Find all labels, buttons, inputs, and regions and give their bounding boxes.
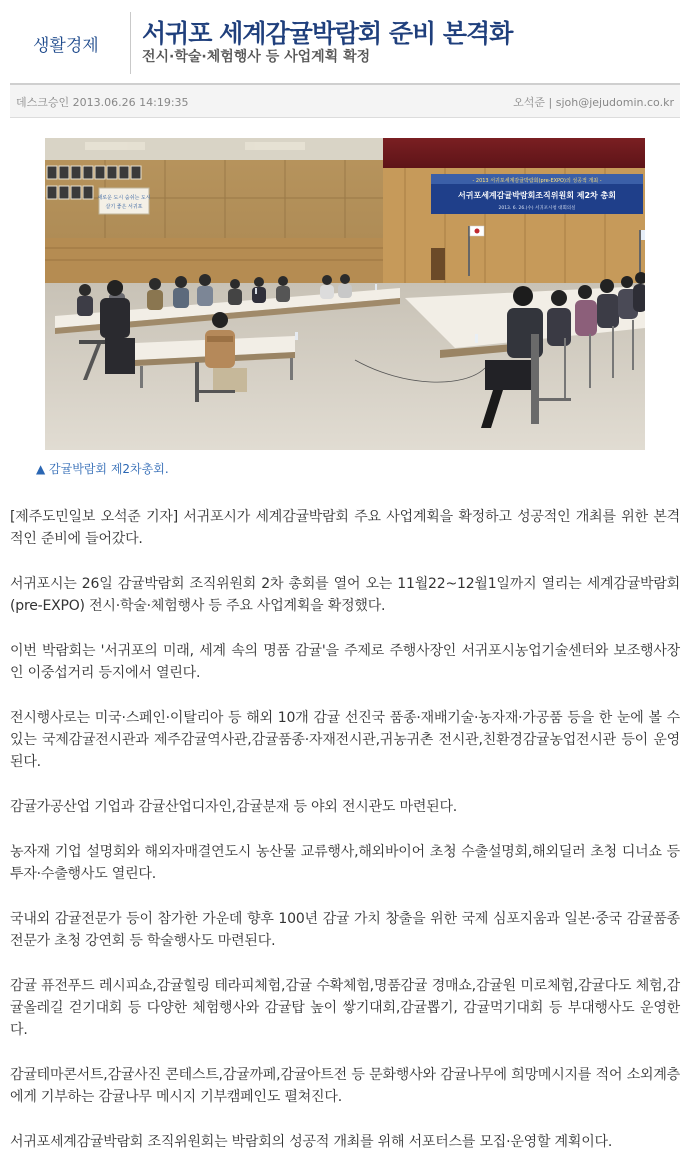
photo-caption: ▲ 감귤박람회 제2차총회.: [36, 462, 169, 476]
paragraph: 전시행사로는 미국·스페인·이탈리아 등 해외 10개 감귤 선진국 품종·재배기술·농자재·가공품 등을 한 눈에 볼 수 있는 국제감귤전시관과 제주감귤역사관,감귤품종·자재전시관,귀농귀촌 전시관,친환경감귤농업전시관 등이 운영된다.: [10, 710, 680, 770]
paragraph: 농자재 기업 설명회와 해외자매결연도시 농산물 교류행사,해외바이어 초청 수출설명회,해외딜러 초청 디너쇼 등 투자·수출행사도 열린다.: [10, 844, 680, 882]
publish-time: 14:19:35: [139, 96, 189, 109]
article-body: [10, 506, 680, 1176]
paragraph: 감귤 퓨전푸드 레시피쇼,감귤힐링 테라피체험,감귤 수확체험,명품감귤 경매쇼,감귤원 미로체험,감귤다도 체험,감귤올레길 걷기대회 등 다양한 체험행사와 감귤탑 높이 쌓기대회,감귤뽑기, 감귤먹기대회 등 부대행사도 운영한다.: [10, 978, 680, 1038]
board-text-1: 새로운 도시 숨쉬는 도시: [97, 195, 151, 201]
paragraph: 서귀포세계감귤박람회 조직위원회는 박람회의 성공적 개최를 위해 서포터스를 모집·운영할 계획이다.: [10, 1134, 613, 1150]
article-meta-bar: [10, 83, 680, 118]
article-title: 서귀포 세계감귤박람회 준비 본격화: [142, 19, 513, 48]
author-info: [513, 94, 674, 110]
header-divider: [130, 12, 131, 74]
paragraph: [제주도민일보 오석준 기자] 서귀포시가 세계감귤박람회 주요 사업계획을 확정하고 성공적인 개최를 위한 본격적인 준비에 들어갔다.: [10, 509, 680, 547]
author-email[interactable]: sjoh@jejudomin.co.kr: [555, 96, 674, 109]
paragraph: 국내외 감귤전문가 등이 참가한 가운데 향후 100년 감귤 가치 창출을 위한 국제 심포지움과 일본·중국 감귤품종전문가 초청 강연회 등 학술행사도 마련된다.: [10, 911, 680, 949]
paragraph: 서귀포시는 26일 감귤박람회 조직위원회 2차 총회를 열어 오는 11월22~12월1일까지 열리는 세계감귤박람회(pre-EXPO) 전시·학술·체험행사 등 주요 사업계획을 확정했다.: [10, 576, 680, 614]
board-text-2: 살기 좋은 서귀포: [105, 204, 143, 210]
article-photo: [45, 138, 645, 450]
publish-date: 2013.06.26: [72, 96, 136, 109]
banner-date: 2013. 6. 26.(수) 서귀포시청 대회의실: [498, 206, 576, 211]
banner-line-2: 서귀포세계감귤박람회조직위원회 제2차 총회: [458, 191, 616, 200]
article-subtitle: 전시·학술·체험행사 등 사업계획 확정: [142, 49, 371, 65]
banner-line-1: - 2013 서귀포세계감귤박람회(pre-EXPO)의 성공적 개최 -: [472, 178, 602, 184]
author-name[interactable]: 오석준: [513, 96, 545, 109]
paragraph: 이번 박람회는 '서귀포의 미래, 세계 속의 명품 감귤'을 주제로 주행사장인 서귀포시농업기술센터와 보조행사장인 이중섭거리 등지에서 열린다.: [10, 643, 680, 681]
meta-separator: |: [548, 96, 553, 109]
publish-info: [16, 94, 189, 110]
desk-approval-label: 데스크승인: [16, 96, 70, 109]
article-header: [10, 6, 680, 78]
section-label[interactable]: 생활경제: [33, 36, 99, 56]
paragraph: 감귤테마콘서트,감귤사진 콘테스트,감귤까페,감귤아트전 등 문화행사와 감귤나무에 희망메시지를 적어 소외계층에게 기부하는 감귤나무 메시지 기부캠페인도 펼쳐진다.: [10, 1067, 680, 1105]
paragraph: 감귤가공산업 기업과 감귤산업디자인,감귤분재 등 야외 전시관도 마련된다.: [10, 799, 458, 815]
